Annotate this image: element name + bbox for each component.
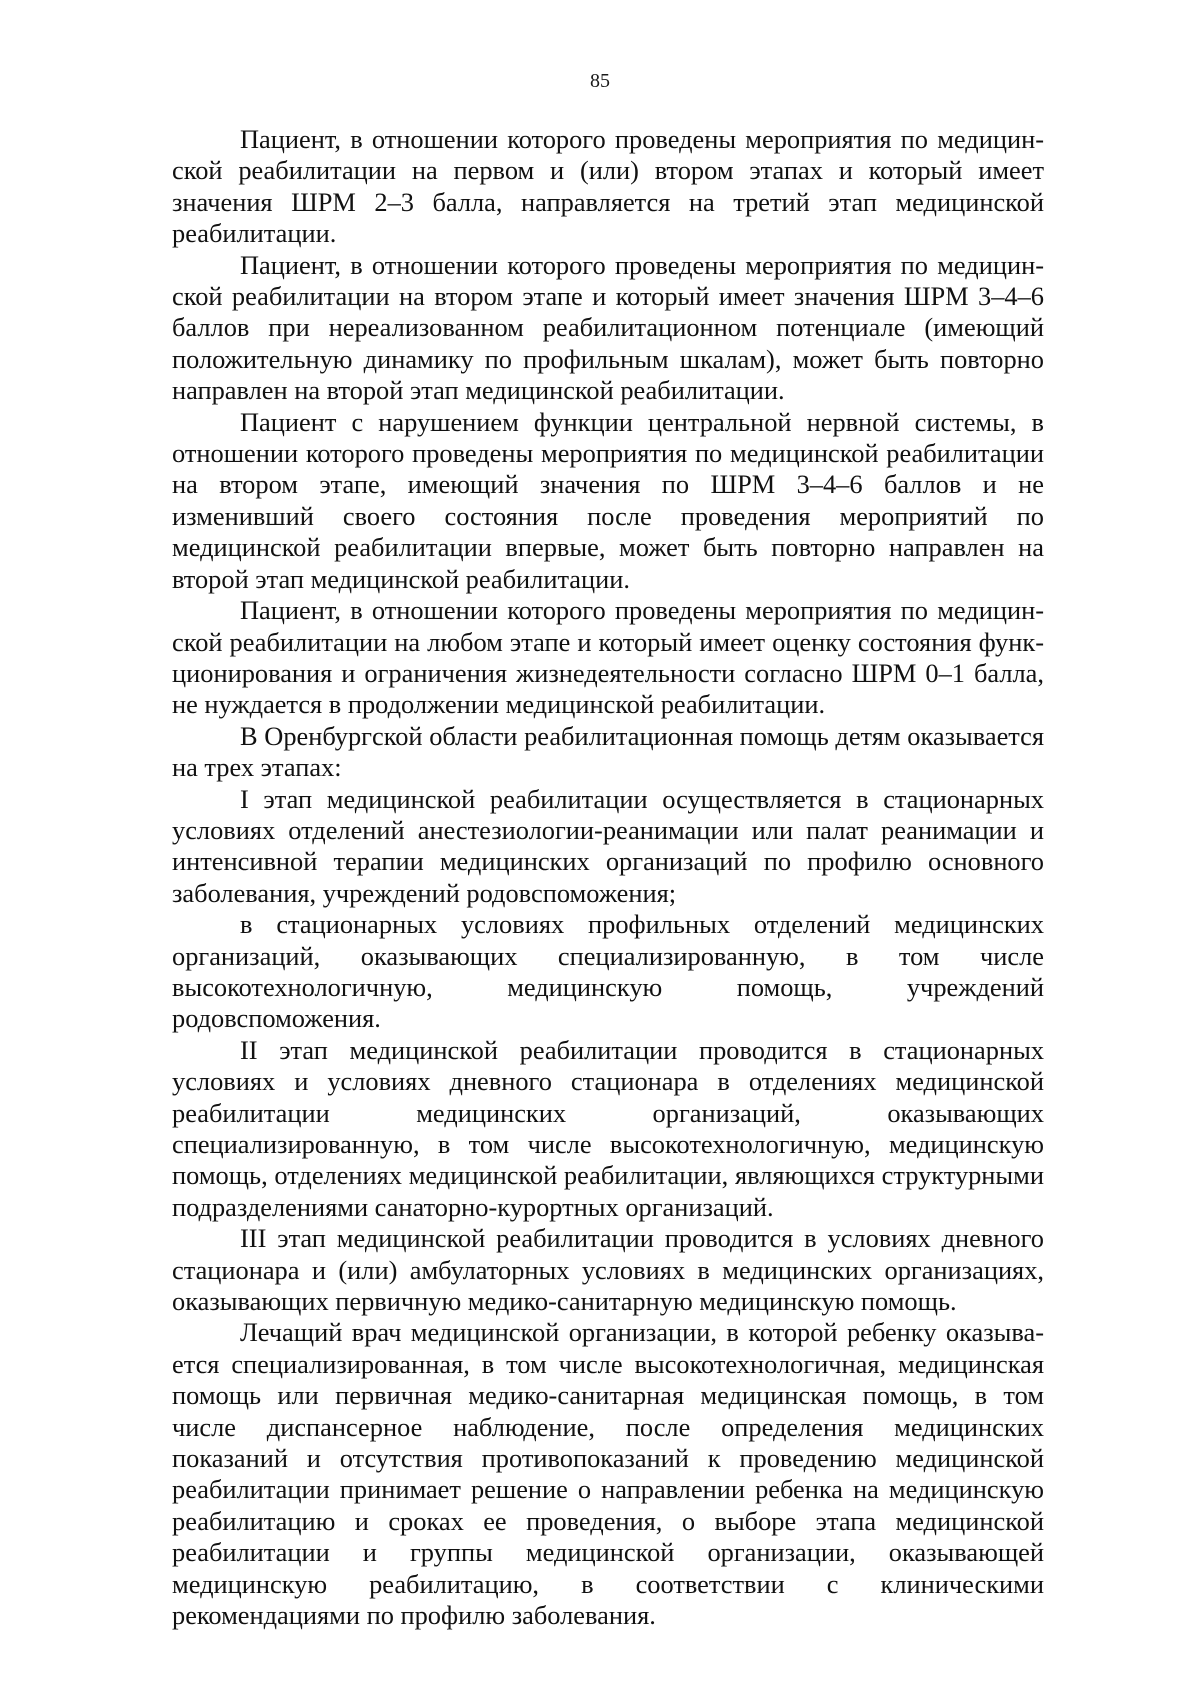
paragraph-7: в стационарных условиях профильных отделений медицинских организаций, оказывающих специализированную, в том числе высокотехнологичную, медицинскую помощь, учреждений родовспоможения. xyxy=(172,909,1044,1034)
paragraph-5: В Оренбургской области реабилитационная помощь детям оказывается на трех этапах: xyxy=(172,720,1044,783)
paragraph-10: Лечащий врач медицинской организации, в которой ребенку оказывается специализированная, в том числе высокотехнологичная, медицинская помощь или первичная медико-санитарная медицинская помощь, в том числе диспансерное наблюдение, после определения медицинских показаний и отсутствия противопоказаний к проведению медицинской реабилитации принимает решение о направлении ребенка на медицинскую реабилитацию и сроках ее проведения, о выборе этапа медицинской реабилитации и группы медицинской организации, оказывающей медицинскую реабилитацию, в соответствии с клиническими рекомендациями по профилю заболевания. xyxy=(172,1317,1044,1631)
paragraph-6: I этап медицинской реабилитации осуществляется в стационарных условиях отделений анестезиологии-реанимации или палат реанимации и интенсивной терапии медицинских организаций по профилю основного заболевания, учреждений родовспоможения; xyxy=(172,783,1044,908)
paragraph-8: II этап медицинской реабилитации проводится в стационарных условиях и условиях дневного стационара в отделениях медицинской реабилитации медицинских организаций, оказывающих специализированную, в том числе высокотехнологичную, медицинскую помощь, отделениях медицинской реабилитации, являющихся структурными подразделениями санаторно-курортных организаций. xyxy=(172,1034,1044,1222)
page-number: 85 xyxy=(590,70,610,92)
paragraph-1: Пациент, в отношении которого проведены мероприятия по медицинской реабилитации на первом и (или) втором этапах и который имеет значения ШРМ 2–3 балла, направляется на третий этап медицинской реабилитации. xyxy=(172,124,1044,249)
paragraph-2: Пациент, в отношении которого проведены мероприятия по медицинской реабилитации на втором этапе и который имеет значения ШРМ 3–4–6 баллов при нереализованном реабилитационном потенциале (имеющий положительную динамику по профильным шкалам), может быть повторно направлен на второй этап медицинской реабилитации. xyxy=(172,249,1044,406)
document-body xyxy=(172,124,1044,1632)
paragraph-9: III этап медицинской реабилитации проводится в условиях дневного стационара и (или) амбулаторных условиях в медицинских организациях, оказывающих первичную медико-санитарную медицинскую помощь. xyxy=(172,1223,1044,1317)
paragraph-3: Пациент с нарушением функции центральной нервной системы, в отношении которого проведены мероприятия по медицинской реабилитации на втором этапе, имеющий значения по ШРМ 3–4–6 баллов и не изменивший своего состояния после проведения мероприятий по медицинской реабилитации впервые, может быть повторно направлен на второй этап медицинской реабилитации. xyxy=(172,406,1044,594)
paragraph-4: Пациент, в отношении которого проведены мероприятия по медицинской реабилитации на любом этапе и который имеет оценку состояния функционирования и ограничения жизнедеятельности согласно ШРМ 0–1 балла, не нуждается в продолжении медицинской реабилитации. xyxy=(172,595,1044,720)
